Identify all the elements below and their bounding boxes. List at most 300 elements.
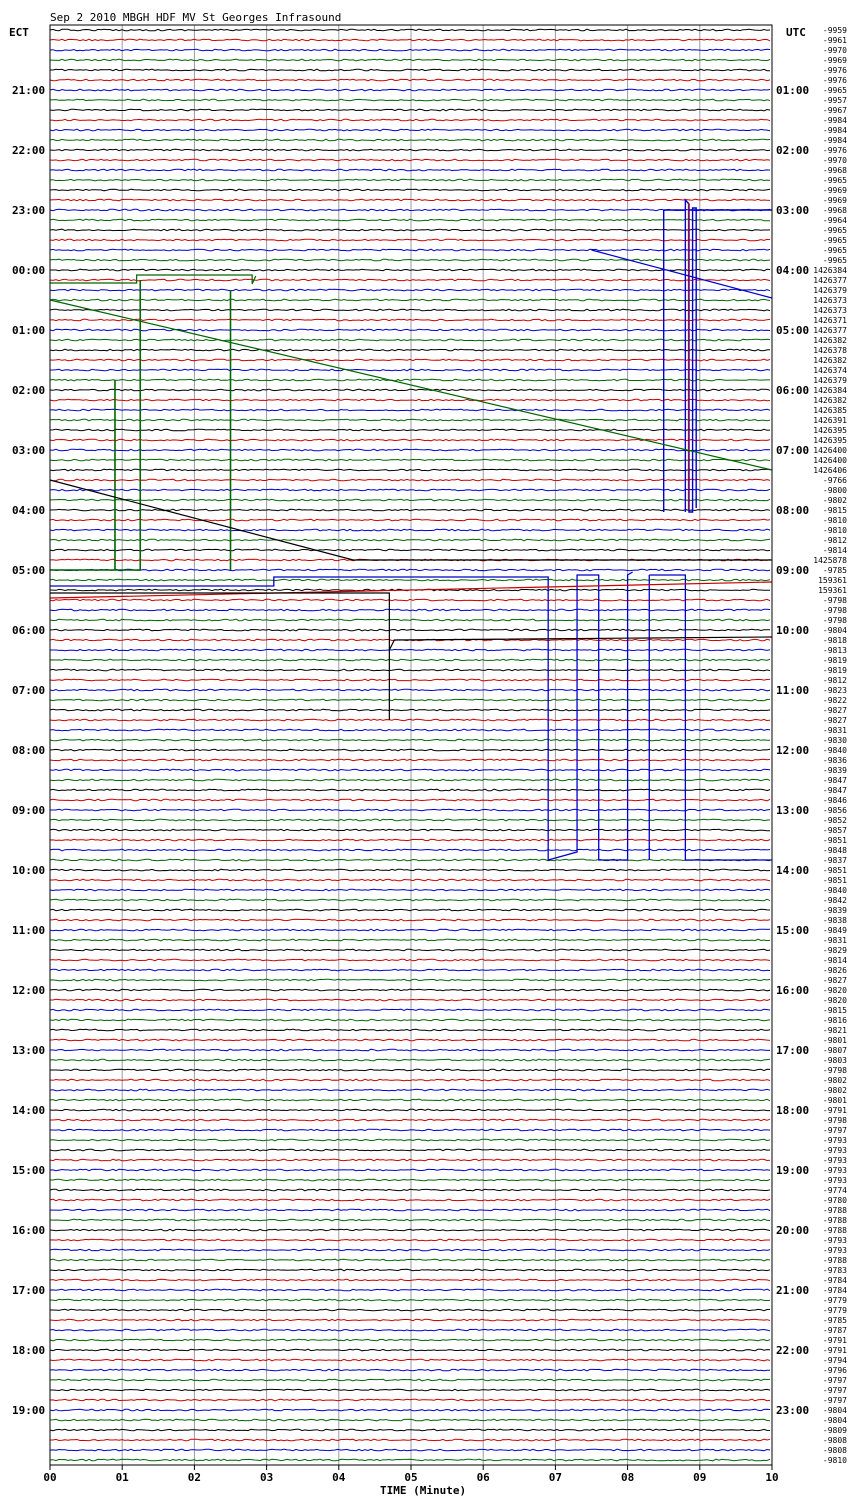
trace-line (50, 1429, 770, 1431)
trace-line (50, 899, 770, 901)
trace-offset-label: -9785 (822, 1316, 847, 1325)
trace-offset-label: -9840 (822, 746, 847, 755)
trace-line (50, 239, 770, 241)
right-hour-label: 04:00 (776, 264, 810, 277)
trace-line (50, 259, 770, 261)
trace-line (50, 59, 770, 61)
trace-line (50, 1319, 770, 1321)
trace-offset-label: -9839 (822, 766, 847, 775)
trace-offset-label: -9788 (822, 1206, 847, 1215)
left-hour-label: 12:00 (12, 984, 46, 997)
trace-offset-label: -9788 (822, 1226, 847, 1235)
trace-line (50, 1189, 770, 1191)
trace-offset-label: -9831 (822, 726, 847, 735)
trace-line (50, 1329, 770, 1331)
trace-line (50, 389, 770, 391)
trace-line (50, 1139, 770, 1141)
trace-offset-label: -9793 (822, 1146, 847, 1155)
trace-line (50, 1159, 770, 1161)
trace-line (50, 359, 770, 361)
right-hour-label: 06:00 (776, 384, 810, 397)
trace-offset-label: -9851 (822, 876, 847, 885)
trace-line (50, 1229, 770, 1231)
trace-offset-label: -9812 (822, 676, 847, 685)
trace-line (50, 109, 770, 111)
trace-offset-label: -9968 (822, 206, 847, 215)
trace-offset-label: -9797 (822, 1126, 847, 1135)
trace-line (50, 1199, 770, 1201)
trace-offset-label: -9785 (822, 566, 847, 575)
trace-line (50, 69, 770, 71)
right-hour-label: 18:00 (776, 1104, 810, 1117)
trace-line (50, 49, 770, 51)
trace-offset-label: -9957 (822, 96, 847, 105)
trace-offset-label: -9819 (822, 656, 847, 665)
trace-line (50, 329, 770, 331)
trace-offset-label: -9839 (822, 906, 847, 915)
trace-offset-label: 1426382 (813, 396, 847, 405)
trace-offset-label: -9857 (822, 826, 847, 835)
trace-offset-label: -9969 (822, 196, 847, 205)
trace-line (50, 619, 770, 621)
left-hour-label: 16:00 (12, 1224, 46, 1237)
trace-offset-label: -9815 (822, 506, 847, 515)
x-tick-label: 10 (765, 1471, 779, 1484)
trace-line (50, 279, 770, 281)
trace-offset-label: -9793 (822, 1176, 847, 1185)
green-step (50, 275, 256, 284)
trace-line (50, 739, 770, 741)
right-hour-label: 13:00 (776, 804, 810, 817)
trace-line (50, 1399, 770, 1401)
trace-line (50, 509, 770, 511)
trace-offset-label: -9814 (822, 546, 847, 555)
trace-offset-label: -9804 (822, 626, 847, 635)
trace-line (50, 1299, 770, 1301)
trace-line (50, 959, 770, 961)
trace-offset-label: -9779 (822, 1296, 847, 1305)
trace-offset-labels (813, 26, 847, 1465)
trace-line (50, 1389, 770, 1391)
trace-offset-label: 1426400 (813, 446, 847, 455)
trace-line (50, 409, 770, 411)
trace-offset-label: -9797 (822, 1396, 847, 1405)
trace-offset-label: -9766 (822, 476, 847, 485)
trace-line (50, 459, 770, 461)
right-hour-label: 09:00 (776, 564, 810, 577)
trace-offset-label: -9851 (822, 836, 847, 845)
trace-line (50, 1129, 770, 1131)
trace-offset-label: -9818 (822, 636, 847, 645)
trace-line (50, 1339, 770, 1341)
trace-offset-label: -9821 (822, 1026, 847, 1035)
trace-line (50, 549, 770, 551)
trace-offset-label: -9784 (822, 1276, 847, 1285)
trace-offset-label: -9800 (822, 486, 847, 495)
trace-line (50, 769, 770, 771)
trace-line (50, 1439, 770, 1441)
x-axis-ticks (43, 1465, 778, 1484)
trace-line (50, 1039, 770, 1041)
trace-line (50, 1179, 770, 1181)
trace-line (50, 869, 770, 871)
x-tick-label: 09 (693, 1471, 707, 1484)
trace-offset-label: -9970 (822, 46, 847, 55)
trace-offset-label: -9965 (822, 236, 847, 245)
trace-offset-label: -9808 (822, 1436, 847, 1445)
trace-line (50, 1099, 770, 1101)
trace-line (50, 889, 770, 891)
trace-offset-label: -9794 (822, 1356, 847, 1365)
trace-offset-label: -9846 (822, 796, 847, 805)
trace-line (50, 519, 770, 521)
trace-line (50, 1109, 770, 1111)
left-hour-label: 08:00 (12, 744, 46, 757)
trace-offset-label: -9791 (822, 1336, 847, 1345)
trace-line (50, 499, 770, 501)
trace-line (50, 159, 770, 161)
trace-line (50, 369, 770, 371)
trace-line (50, 729, 770, 731)
right-hour-label: 20:00 (776, 1224, 810, 1237)
trace-offset-label: 1426371 (813, 316, 847, 325)
trace-offset-label: 1426384 (813, 386, 847, 395)
trace-offset-label: -9976 (822, 146, 847, 155)
trace-offset-label: 1426379 (813, 286, 847, 295)
trace-line (50, 719, 770, 721)
trace-offset-label: -9788 (822, 1256, 847, 1265)
left-hour-label: 18:00 (12, 1344, 46, 1357)
trace-line (50, 529, 770, 531)
trace-offset-label: -9791 (822, 1106, 847, 1115)
trace-line (50, 1419, 770, 1421)
trace-offset-label: -9793 (822, 1156, 847, 1165)
trace-offset-label: -9842 (822, 896, 847, 905)
trace-offset-label: -9836 (822, 756, 847, 765)
trace-line (50, 1069, 770, 1071)
trace-offset-label: -9838 (822, 916, 847, 925)
left-hour-label: 11:00 (12, 924, 46, 937)
trace-line (50, 919, 770, 921)
trace-offset-label: -9784 (822, 1286, 847, 1295)
right-hour-label: 07:00 (776, 444, 810, 457)
trace-offset-label: -9793 (822, 1246, 847, 1255)
trace-line (50, 289, 770, 291)
trace-line (50, 1349, 770, 1351)
blue-spike-cluster (664, 200, 772, 512)
trace-offset-label: -9804 (822, 1416, 847, 1425)
trace-offset-label: -9965 (822, 176, 847, 185)
trace-offset-label: -9797 (822, 1376, 847, 1385)
trace-line (50, 189, 770, 191)
trace-offset-label: 1426373 (813, 296, 847, 305)
right-hour-label: 16:00 (776, 984, 810, 997)
trace-line (50, 839, 770, 841)
trace-line (50, 709, 770, 711)
trace-offset-label: -9968 (822, 166, 847, 175)
x-tick-label: 08 (620, 1471, 635, 1484)
x-tick-label: 00 (43, 1471, 57, 1484)
trace-line (50, 1369, 770, 1371)
trace-line (50, 789, 770, 791)
right-timezone-label: UTC (786, 26, 806, 39)
trace-offset-label: -9820 (822, 986, 847, 995)
trace-line (50, 1449, 770, 1451)
left-hour-label: 10:00 (12, 864, 46, 877)
trace-line (50, 1239, 770, 1241)
trace-line (50, 439, 770, 441)
right-hour-labels (776, 84, 809, 1417)
trace-line (50, 809, 770, 811)
trace-offset-label: -9969 (822, 186, 847, 195)
trace-line (50, 799, 770, 801)
x-tick-label: 05 (404, 1471, 418, 1484)
trace-line (50, 1309, 770, 1311)
trace-offset-label: -9797 (822, 1386, 847, 1395)
trace-offset-label: -9804 (822, 1406, 847, 1415)
trace-offset-label: 1426382 (813, 336, 847, 345)
trace-offset-label: 1426382 (813, 356, 847, 365)
x-tick-label: 07 (548, 1471, 563, 1484)
right-hour-label: 08:00 (776, 504, 810, 517)
trace-offset-label: -9801 (822, 1096, 847, 1105)
trace-offset-label: -9840 (822, 886, 847, 895)
trace-line (50, 1149, 770, 1151)
trace-offset-label: -9976 (822, 66, 847, 75)
left-hour-labels (12, 84, 45, 1417)
trace-offset-label: -9798 (822, 596, 847, 605)
trace-offset-label: -9851 (822, 866, 847, 875)
right-hour-label: 14:00 (776, 864, 810, 877)
trace-offset-label: -9791 (822, 1346, 847, 1355)
minute-gridlines (122, 25, 700, 1465)
trace-offset-label: -9970 (822, 156, 847, 165)
left-hour-label: 03:00 (12, 444, 46, 457)
trace-offset-label: -9967 (822, 106, 847, 115)
trace-line (50, 1079, 770, 1081)
trace-line (50, 399, 770, 401)
left-hour-label: 02:00 (12, 384, 46, 397)
x-tick-label: 01 (115, 1471, 129, 1484)
trace-offset-label: -9984 (822, 136, 847, 145)
left-timezone-label: ECT (9, 26, 29, 39)
trace-offset-label: -9827 (822, 716, 847, 725)
right-hour-label: 21:00 (776, 1284, 810, 1297)
left-hour-label: 17:00 (12, 1284, 46, 1297)
right-hour-label: 12:00 (776, 744, 810, 757)
trace-line (50, 469, 770, 471)
trace-line (50, 939, 770, 941)
trace-offset-label: 1426391 (813, 416, 847, 425)
trace-offset-label: -9801 (822, 1036, 847, 1045)
right-hour-label: 11:00 (776, 684, 810, 697)
trace-line (50, 849, 770, 851)
trace-line (50, 1019, 770, 1021)
trace-line (50, 249, 770, 251)
trace-offset-label: 1426395 (813, 436, 847, 445)
trace-line (50, 949, 770, 951)
trace-offset-label: -9819 (822, 666, 847, 675)
trace-line (50, 149, 770, 151)
trace-offset-label: -9793 (822, 1166, 847, 1175)
trace-offset-label: 1426406 (813, 466, 847, 475)
trace-line (50, 999, 770, 1001)
trace-line (50, 1029, 770, 1031)
trace-offset-label: -9807 (822, 1046, 847, 1055)
trace-offset-label: -9826 (822, 966, 847, 975)
trace-line (50, 1049, 770, 1051)
trace-offset-label: 1426385 (813, 406, 847, 415)
trace-line (50, 579, 770, 581)
trace-offset-label: -9961 (822, 36, 847, 45)
trace-line (50, 209, 770, 211)
trace-line (50, 379, 770, 381)
trace-offset-label: 1426395 (813, 426, 847, 435)
trace-offset-label: -9808 (822, 1446, 847, 1455)
trace-offset-label: -9814 (822, 956, 847, 965)
right-hour-label: 01:00 (776, 84, 810, 97)
trace-offset-label: -9820 (822, 996, 847, 1005)
trace-line (50, 599, 770, 601)
trace-offset-label: -9848 (822, 846, 847, 855)
trace-line (50, 299, 770, 301)
trace-offset-label: -9798 (822, 1116, 847, 1125)
trace-line (50, 199, 770, 201)
x-tick-label: 04 (332, 1471, 346, 1484)
trace-line (50, 429, 770, 431)
trace-offset-label: 1426377 (813, 326, 847, 335)
trace-line (50, 1459, 770, 1461)
trace-line (50, 829, 770, 831)
right-hour-label: 03:00 (776, 204, 810, 217)
trace-line (50, 1119, 770, 1121)
trace-offset-label: -9831 (822, 936, 847, 945)
right-hour-label: 22:00 (776, 1344, 810, 1357)
trace-offset-label: 159361 (818, 586, 847, 595)
trace-offset-label: -9780 (822, 1196, 847, 1205)
trace-offset-label: -9796 (822, 1366, 847, 1375)
left-hour-label: 09:00 (12, 804, 46, 817)
trace-line (50, 539, 770, 541)
trace-line (50, 139, 770, 141)
trace-offset-label: 1426374 (813, 366, 847, 375)
trace-line (50, 1379, 770, 1381)
trace-line (50, 1209, 770, 1211)
trace-offset-label: -9976 (822, 76, 847, 85)
trace-offset-label: -9847 (822, 786, 847, 795)
trace-line (50, 679, 770, 681)
trace-offset-label: -9810 (822, 516, 847, 525)
trace-line (50, 269, 770, 271)
trace-line (50, 219, 770, 221)
trace-offset-label: -9810 (822, 526, 847, 535)
trace-line (50, 339, 770, 341)
right-hour-label: 15:00 (776, 924, 810, 937)
left-hour-label: 15:00 (12, 1164, 46, 1177)
trace-line (50, 629, 770, 631)
trace-line (50, 479, 770, 481)
trace-line (50, 1219, 770, 1221)
trace-offset-label: -9802 (822, 1076, 847, 1085)
trace-offset-label: 1426379 (813, 376, 847, 385)
trace-line (50, 1289, 770, 1291)
chart-title: Sep 2 2010 MBGH HDF MV St Georges Infrasound (50, 11, 342, 24)
right-hour-label: 23:00 (776, 1404, 810, 1417)
left-hour-label: 21:00 (12, 84, 46, 97)
left-hour-label: 06:00 (12, 624, 46, 637)
trace-offset-label: -9829 (822, 946, 847, 955)
trace-offset-label: 1425878 (813, 556, 847, 565)
trace-line (50, 419, 770, 421)
trace-offset-label: -9809 (822, 1426, 847, 1435)
trace-line (50, 1089, 770, 1091)
trace-offset-label: 159361 (818, 576, 847, 585)
trace-offset-label: -9779 (822, 1306, 847, 1315)
x-tick-label: 06 (476, 1471, 490, 1484)
left-hour-label: 07:00 (12, 684, 46, 697)
trace-offset-label: 1426400 (813, 456, 847, 465)
trace-offset-label: -9815 (822, 1006, 847, 1015)
trace-offset-label: 1426378 (813, 346, 847, 355)
trace-line (50, 1009, 770, 1011)
trace-offset-label: -9813 (822, 646, 847, 655)
trace-offset-label: -9965 (822, 86, 847, 95)
trace-line (50, 1359, 770, 1361)
trace-offset-label: -9852 (822, 816, 847, 825)
right-hour-label: 10:00 (776, 624, 810, 637)
trace-offset-label: -9959 (822, 26, 847, 35)
trace-offset-label: -9774 (822, 1186, 847, 1195)
trace-line (50, 609, 770, 611)
x-tick-label: 03 (259, 1471, 274, 1484)
trace-offset-label: -9984 (822, 126, 847, 135)
trace-line (50, 319, 770, 321)
trace-offset-label: -9793 (822, 1236, 847, 1245)
x-tick-label: 02 (187, 1471, 202, 1484)
trace-offset-label: -9788 (822, 1216, 847, 1225)
left-hour-label: 04:00 (12, 504, 46, 517)
trace-line (50, 659, 770, 661)
trace-offset-label: -9965 (822, 226, 847, 235)
trace-offset-label: -9964 (822, 216, 847, 225)
trace-line (50, 119, 770, 121)
trace-line (50, 349, 770, 351)
trace-offset-label: 1426377 (813, 276, 847, 285)
trace-offset-label: -9969 (822, 56, 847, 65)
trace-offset-label: 1426384 (813, 266, 847, 275)
trace-offset-label: -9810 (822, 1456, 847, 1465)
trace-offset-label: -9822 (822, 696, 847, 705)
trace-offset-label: -9787 (822, 1326, 847, 1335)
trace-offset-label: -9849 (822, 926, 847, 935)
trace-line (50, 779, 770, 781)
trace-line (50, 79, 770, 81)
trace-line (50, 1059, 770, 1061)
trace-line (50, 179, 770, 181)
left-hour-label: 14:00 (12, 1104, 46, 1117)
right-hour-label: 17:00 (776, 1044, 810, 1057)
trace-line (50, 569, 770, 571)
left-hour-label: 22:00 (12, 144, 46, 157)
trace-offset-label: -9803 (822, 1056, 847, 1065)
trace-line (50, 689, 770, 691)
trace-line (50, 39, 770, 41)
trace-line (50, 309, 770, 311)
trace-offset-label: -9816 (822, 1016, 847, 1025)
trace-line (50, 969, 770, 971)
trace-offset-label: -9837 (822, 856, 847, 865)
left-hour-label: 19:00 (12, 1404, 46, 1417)
